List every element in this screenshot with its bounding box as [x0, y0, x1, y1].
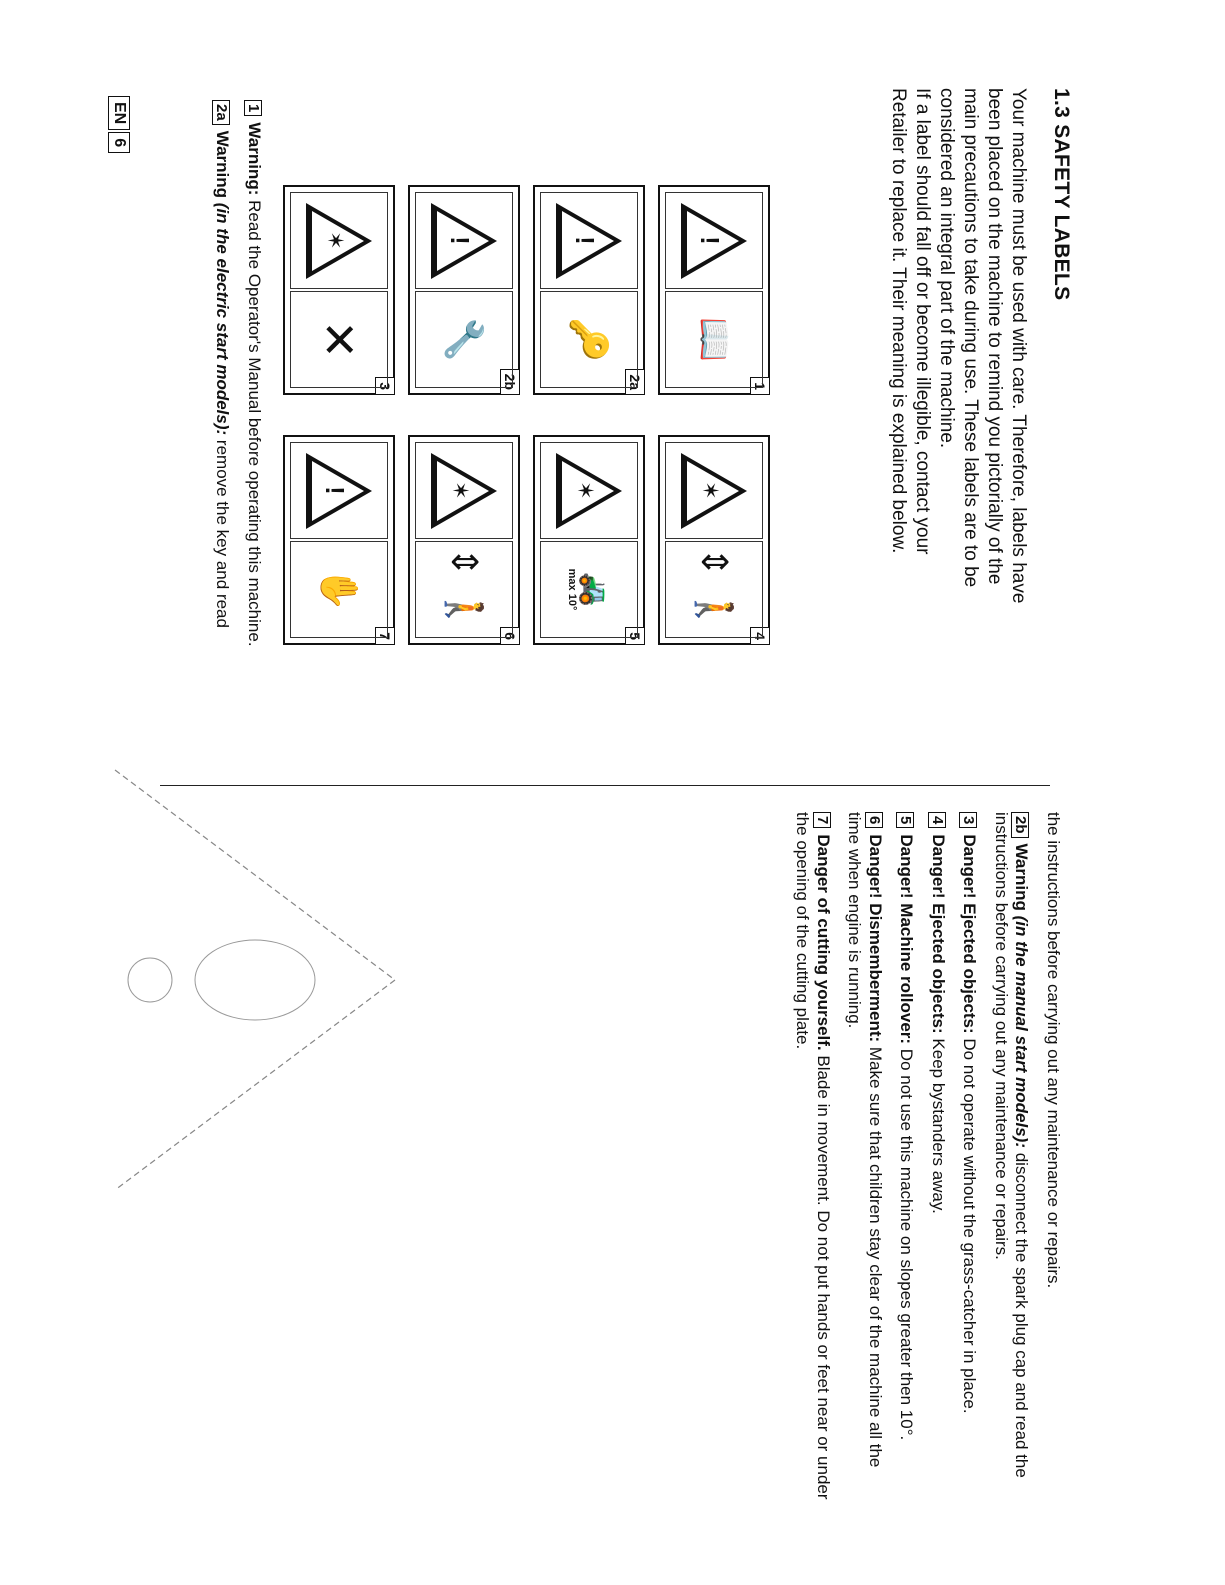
left-descriptions	[201, 100, 265, 750]
desc-4: 4Danger! Ejected objects: Keep bystanders away.	[928, 812, 949, 1502]
no-grass-catcher-icon: ✕	[290, 291, 388, 388]
desc-continuation: the instructions before carrying out any maintenance or repairs.	[1044, 812, 1063, 1289]
item-number: 2a	[212, 100, 230, 125]
label-tag: 2a	[625, 369, 645, 395]
safety-label-2b: 2b ! 🔧	[408, 185, 520, 395]
cutting-hand-foot-icon: ✋	[290, 541, 388, 638]
label-tag: 4	[750, 627, 770, 645]
language-code: EN	[108, 96, 130, 130]
key-removal-icon: 🔑	[540, 291, 638, 388]
safety-label-5: 5 ✶ 🚜 max 10°	[533, 435, 645, 645]
column-divider	[160, 785, 1050, 786]
desc-1: 1Warning: Read the Operator's Manual before operating this machine.	[244, 100, 265, 750]
intro-line: considered an integral part of the machine.	[936, 88, 957, 449]
safety-label-7: 7 ! ✋	[283, 435, 395, 645]
manual-book-icon: 📖	[665, 291, 763, 388]
slope-text: max 10°	[566, 568, 579, 611]
intro-line: been placed on the machine to remind you pictorially of the	[984, 88, 1005, 585]
intro-line: main precautions to take during use. These labels are to be	[960, 88, 981, 588]
label-tag: 1	[750, 377, 770, 395]
desc-2a: 2aWarning (in the electric start models): remove the key and read	[212, 100, 233, 750]
safety-label-2a: 2a ! 🔑	[533, 185, 645, 395]
item-number: 5	[897, 812, 915, 828]
label-tag: 6	[500, 627, 520, 645]
item-number: 2b	[1012, 812, 1030, 838]
label-tag: 7	[375, 627, 395, 645]
intro-line: Your machine must be used with care. Therefore, labels have	[1008, 88, 1029, 604]
item-number: 7	[813, 812, 831, 828]
safety-label-4: 4 ✶ ⇕ 🚶	[658, 435, 770, 645]
item-number: 1	[244, 100, 262, 116]
item-number: 3	[960, 812, 978, 828]
safety-label-6: 6 ✶ ⇕ 🚶	[408, 435, 520, 645]
page-footer	[108, 96, 130, 155]
safety-label-3: 3 ✶ ✕	[283, 185, 395, 395]
label-tag: 5	[625, 627, 645, 645]
label-tag: 2b	[500, 369, 520, 395]
desc-6: 6Danger! Dismemberment: Make sure that children stay clear of the machine all the time when engine is running.	[845, 812, 885, 1468]
intro-line: If a label should fall off or become illegible, contact your	[912, 88, 933, 555]
desc-3: 3Danger! Ejected objects: Do not operate without the grass-catcher in place.	[959, 812, 980, 1502]
bystander-distance-icon: ⇕ 🚶	[665, 541, 763, 638]
safety-label-1: 1 ! 📖	[658, 185, 770, 395]
label-tag: 3	[375, 377, 395, 395]
intro-line: Retailer to replace it. Their meaning is explained below.	[888, 88, 909, 554]
right-descriptions	[781, 812, 1063, 1502]
section-heading: 1.3 SAFETY LABELS	[1050, 88, 1073, 301]
item-number: 6	[865, 812, 883, 828]
desc-7: 7Danger of cutting yourself. Blade in movement. Do not put hands or feet near or under the opening of the cutting plate.	[793, 812, 833, 1500]
desc-2b: 2bWarning (in the manual start models): disconnect the spark plug cap and read the instructions before carrying out any maintenance or repairs.	[992, 812, 1032, 1478]
intro-paragraph	[886, 88, 1030, 728]
rollover-icon: 🚜 max 10°	[540, 541, 638, 638]
desc-5: 5Danger! Machine rollover: Do not use this machine on slopes greater then 10°.	[896, 812, 917, 1502]
item-number: 4	[928, 812, 946, 828]
background-warning-triangle-icon	[105, 760, 405, 1200]
spark-plug-icon: 🔧	[415, 291, 513, 388]
page-number: 6	[108, 132, 130, 153]
child-distance-icon: ⇕ 🚶	[415, 541, 513, 638]
